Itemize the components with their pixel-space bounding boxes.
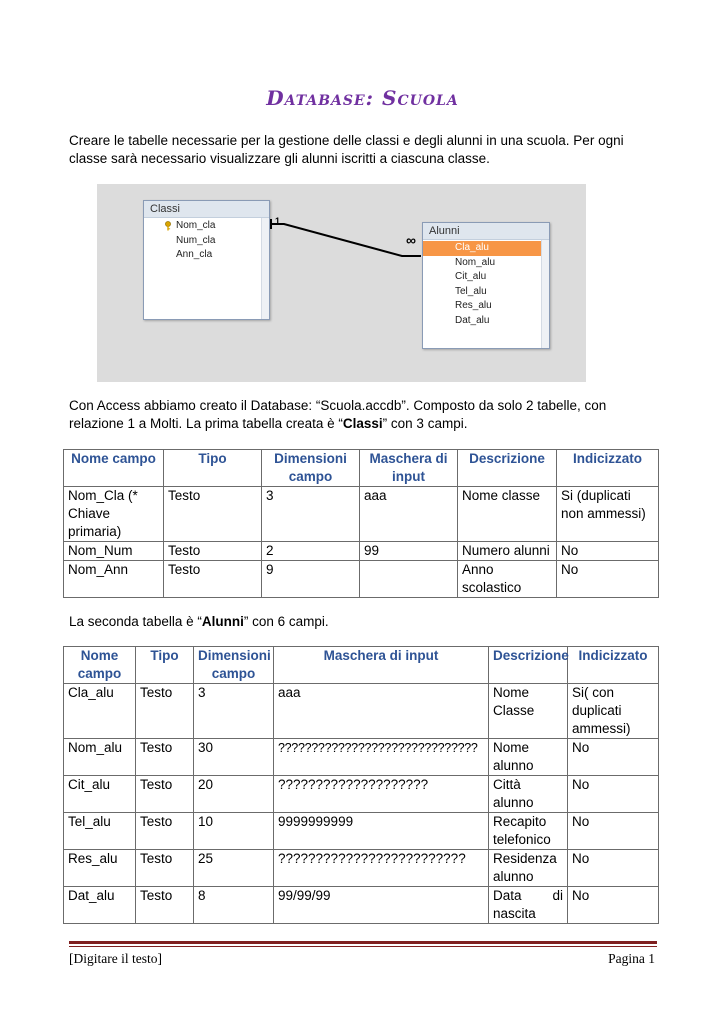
table-cell: Nom_Ann	[64, 561, 164, 598]
table-cell: Si( con duplicati ammessi)	[568, 684, 659, 739]
column-header: Nome campo	[64, 450, 164, 487]
second-table-intro: La seconda tabella è “Alunni” con 6 campi.	[69, 614, 329, 629]
table-cell: Testo	[136, 850, 194, 887]
table-row	[64, 776, 659, 813]
table-cell: No	[557, 542, 659, 561]
table-cell: Nome classe	[458, 487, 557, 542]
table-cell: Data di nascita	[489, 887, 568, 924]
alunni-field[interactable]: Cit_alu	[455, 271, 487, 282]
table-cell: Testo	[136, 776, 194, 813]
classi-table-box[interactable]	[143, 200, 270, 320]
table-cell: 3	[194, 684, 274, 739]
column-header: Maschera di input	[360, 450, 458, 487]
table-cell: 8	[194, 887, 274, 924]
table-cell: Testo	[164, 561, 262, 598]
classi-field[interactable]: Nom_cla	[176, 220, 216, 231]
table-cell: ??????????????????????????????	[274, 739, 489, 776]
column-header: Tipo	[164, 450, 262, 487]
alunni-field-selected[interactable]: Cla_alu	[423, 241, 541, 256]
column-header: Dimensioni campo	[262, 450, 360, 487]
table-cell: Recapito telefonico	[489, 813, 568, 850]
table-cell: No	[557, 561, 659, 598]
table-cell: Nom_Cla (* Chiave primaria)	[64, 487, 164, 542]
description-paragraph: Con Access abbiamo creato il Database: “Scuola.accdb”. Composto da solo 2 tabelle, con relazione 1 a Molti. La prima tabella creata è “Classi” con 3 campi.	[69, 398, 607, 431]
table-cell: Cit_alu	[64, 776, 136, 813]
classi-fields-table	[63, 449, 659, 598]
table-cell: 2	[262, 542, 360, 561]
table-cell: No	[568, 776, 659, 813]
table-cell: No	[568, 887, 659, 924]
table-cell: 25	[194, 850, 274, 887]
relationship-diagram	[97, 184, 586, 382]
table-cell: Nome alunno	[489, 739, 568, 776]
table-cell: Si (duplicati non ammessi)	[557, 487, 659, 542]
table-cell: Dat_alu	[64, 887, 136, 924]
column-header: Descrizione	[458, 450, 557, 487]
classi-field[interactable]: Ann_cla	[176, 249, 213, 260]
table-cell: 9999999999	[274, 813, 489, 850]
table-cell: Testo	[164, 487, 262, 542]
alunni-field[interactable]: Dat_alu	[455, 314, 490, 326]
alunni-table-box[interactable]	[422, 222, 550, 349]
relation-many-label: ∞	[406, 232, 416, 248]
column-header: Tipo	[136, 647, 194, 684]
table-cell: Nome Classe	[489, 684, 568, 739]
table-row	[64, 487, 659, 542]
table-cell: 99	[360, 542, 458, 561]
table-header-row	[64, 647, 659, 684]
footer-rule	[69, 941, 657, 947]
column-header: Indicizzato	[568, 647, 659, 684]
table-row	[64, 850, 659, 887]
scrollbar[interactable]	[541, 240, 549, 348]
classi-table-title: Classi	[144, 201, 269, 218]
table-cell	[360, 561, 458, 598]
table-cell: Res_alu	[64, 850, 136, 887]
footer-placeholder-text[interactable]: [Digitare il testo]	[69, 951, 162, 966]
alunni-field[interactable]: Res_alu	[455, 300, 492, 311]
table-cell: Numero alunni	[458, 542, 557, 561]
alunni-field[interactable]: Tel_alu	[455, 285, 487, 297]
column-header: Nome campo	[64, 647, 136, 684]
table-cell: ?????????????????????????	[274, 850, 489, 887]
table-row	[64, 887, 659, 924]
alunni-field[interactable]: Nom_alu	[455, 256, 496, 268]
table-cell: No	[568, 739, 659, 776]
table-cell: Testo	[136, 813, 194, 850]
alunni-fields-table	[63, 646, 659, 924]
page-number: Pagina 1	[608, 951, 655, 966]
scrollbar[interactable]	[261, 218, 269, 319]
table-cell: 30	[194, 739, 274, 776]
table-cell: ????????????????????	[274, 776, 489, 813]
table-row	[64, 561, 659, 598]
table-cell: 3	[262, 487, 360, 542]
table-cell: No	[568, 813, 659, 850]
table-cell: 20	[194, 776, 274, 813]
table-cell: No	[568, 850, 659, 887]
table-cell: Anno scolastico	[458, 561, 557, 598]
table-cell: 10	[194, 813, 274, 850]
column-header: Indicizzato	[557, 450, 659, 487]
column-header: Descrizione	[489, 647, 568, 684]
table-cell: aaa	[274, 684, 489, 739]
table-row	[64, 684, 659, 739]
intro-paragraph: Creare le tabelle necessarie per la gestione delle classi e degli alunni in una scuola. Per ogni classe sarà necessario visualizzare gli alunni iscritti a ciascuna classe.	[69, 133, 624, 166]
table-row	[64, 813, 659, 850]
table-cell: Città alunno	[489, 776, 568, 813]
table-cell: aaa	[360, 487, 458, 542]
table-cell: Residenza alunno	[489, 850, 568, 887]
key-icon	[164, 221, 172, 231]
alunni-table-title: Alunni	[423, 223, 549, 240]
table-cell: Testo	[136, 887, 194, 924]
page-title: Database: Scuola	[266, 86, 459, 110]
column-header: Dimensioni campo	[194, 647, 274, 684]
table-cell: Tel_alu	[64, 813, 136, 850]
table-cell: 99/99/99	[274, 887, 489, 924]
table-cell: Testo	[136, 739, 194, 776]
table-row	[64, 739, 659, 776]
table-cell: Cla_alu	[64, 684, 136, 739]
table-cell: Testo	[136, 684, 194, 739]
table-header-row	[64, 450, 659, 487]
relation-one-label: 1	[275, 216, 281, 226]
table-cell: Nom_Num	[64, 542, 164, 561]
classi-field[interactable]: Num_cla	[176, 234, 216, 246]
table-cell: Nom_alu	[64, 739, 136, 776]
table-row	[64, 542, 659, 561]
table-cell: 9	[262, 561, 360, 598]
table-cell: Testo	[164, 542, 262, 561]
column-header: Maschera di input	[274, 647, 489, 684]
